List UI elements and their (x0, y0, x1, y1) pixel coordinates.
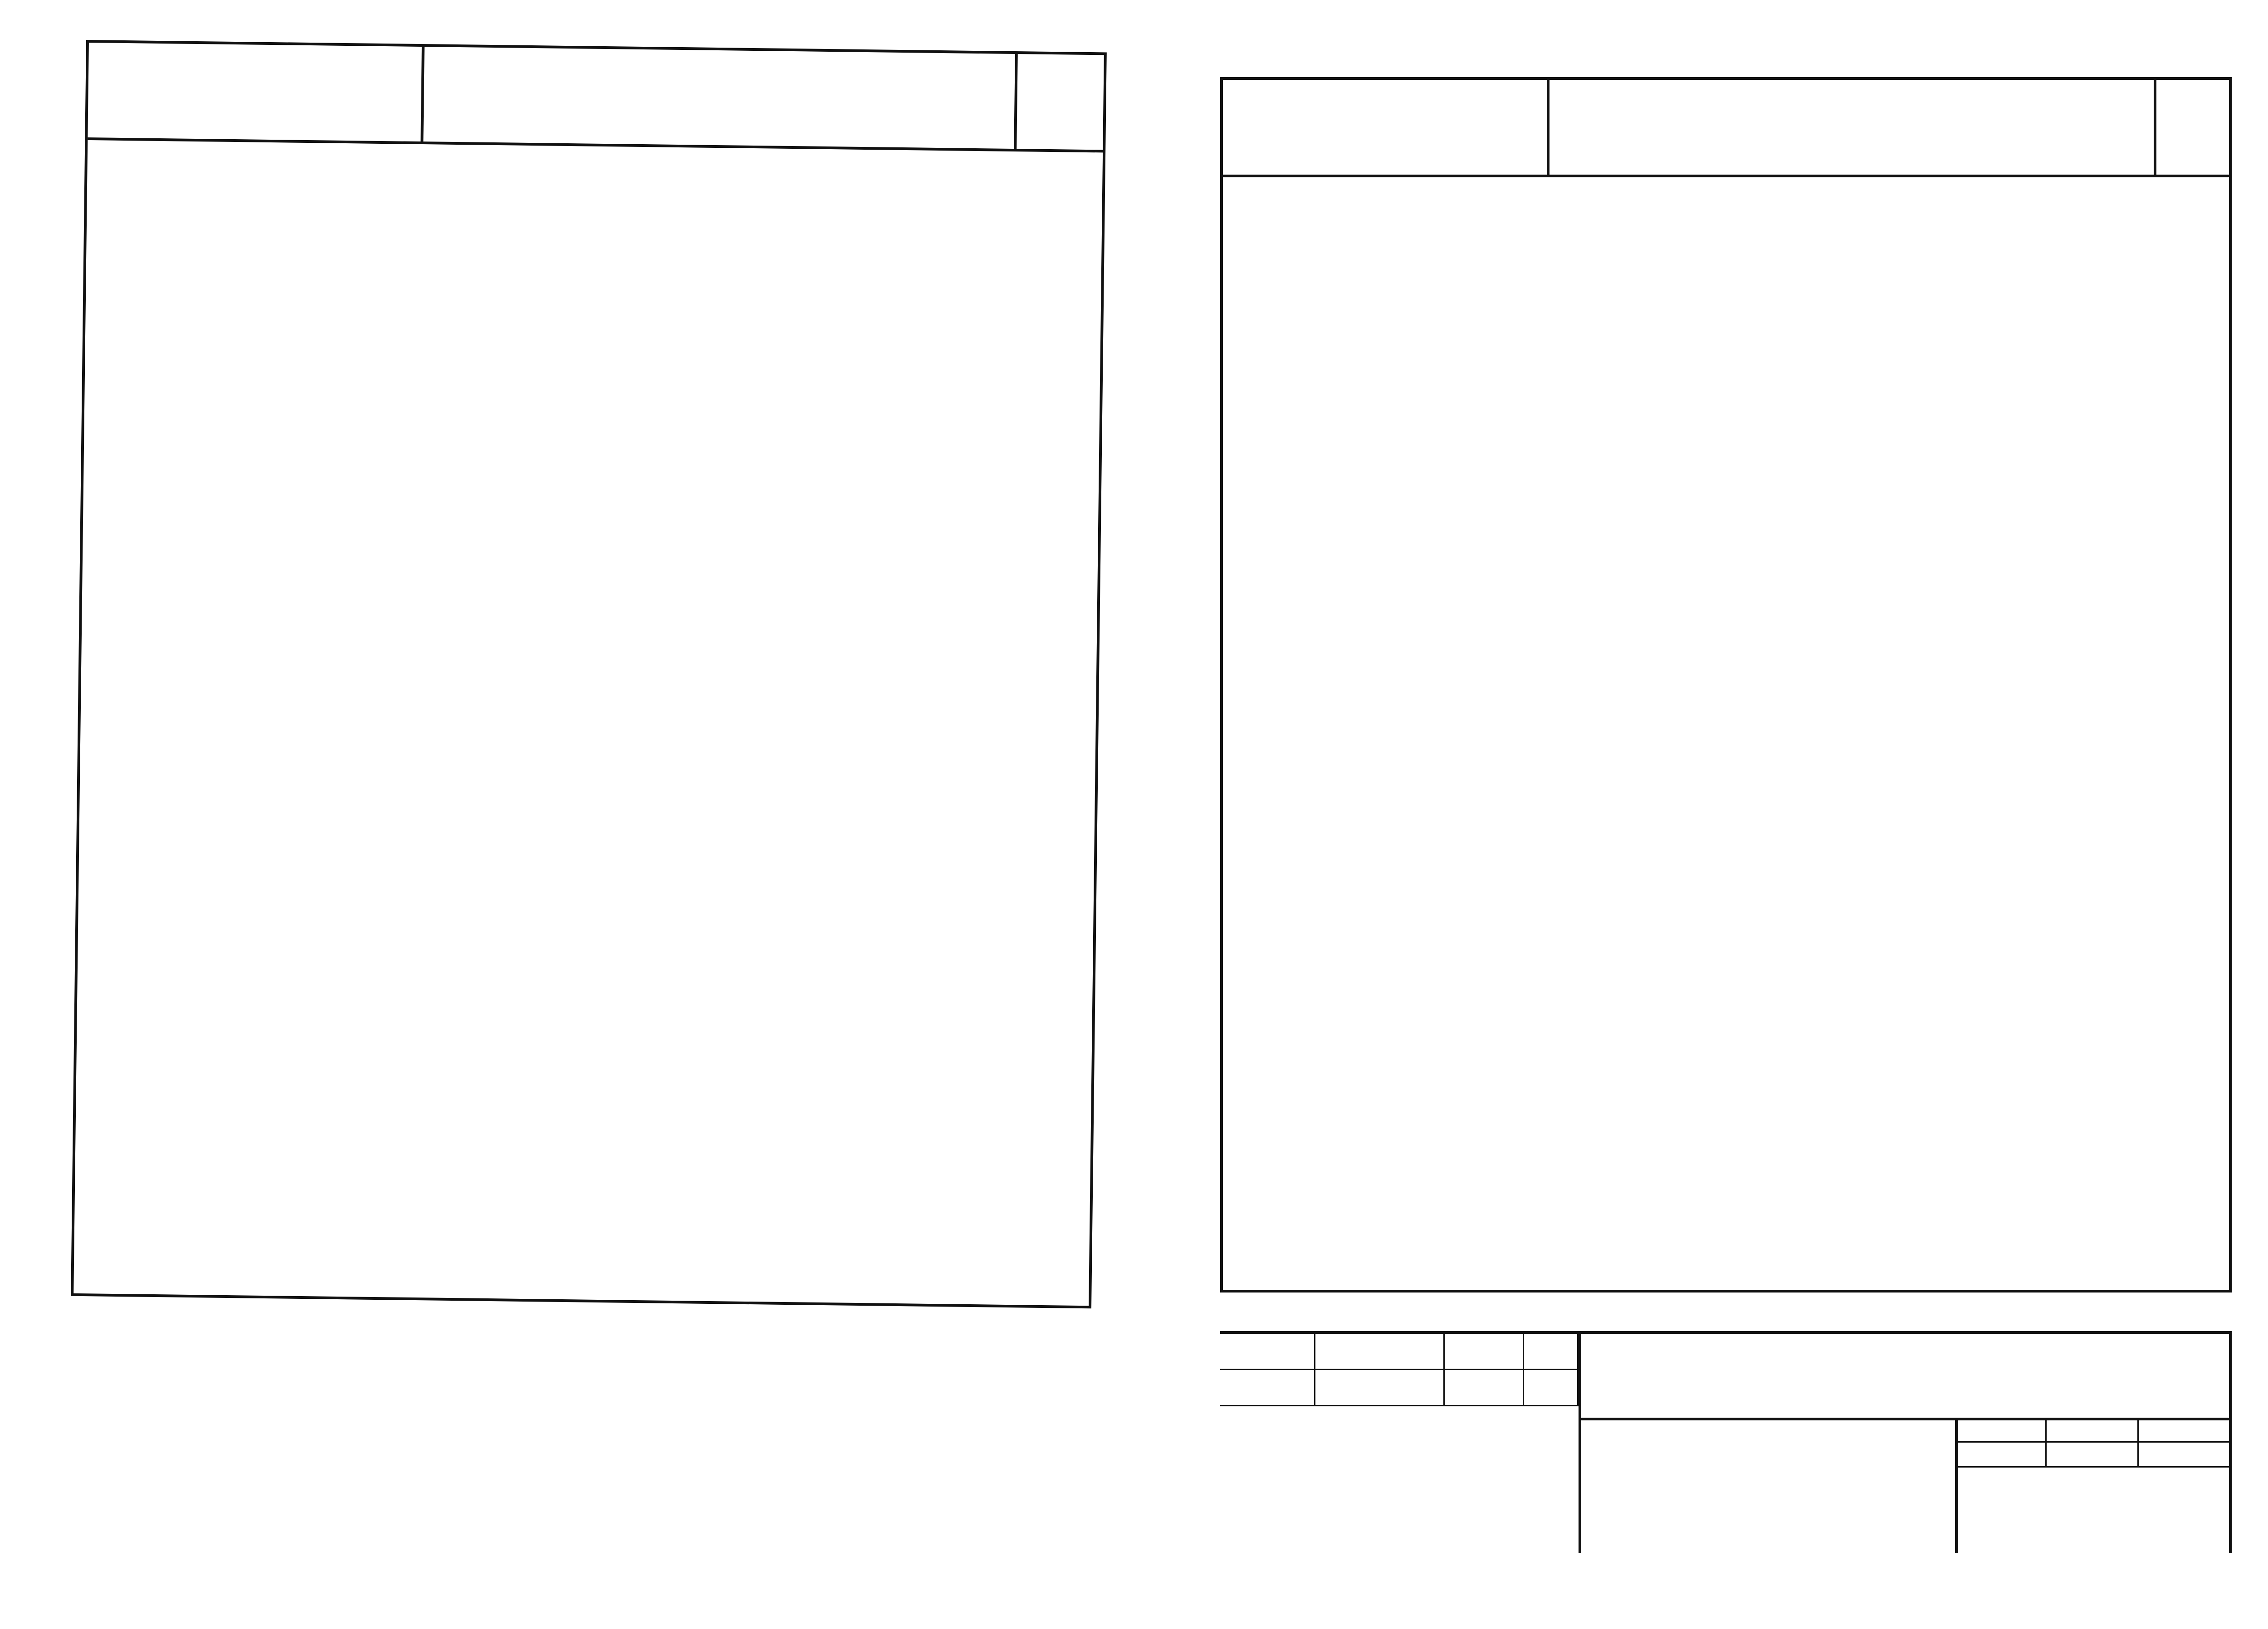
table-header (1223, 80, 2229, 177)
table-header (88, 43, 1104, 152)
stage-value (1955, 1443, 2047, 1466)
header-page (2156, 80, 2229, 175)
contents-table-right (1220, 77, 2232, 1292)
stage-header-row (1955, 1418, 2229, 1443)
signature-row-blank (1220, 1370, 1579, 1406)
signature-row-blank (1220, 1334, 1579, 1370)
divider (1579, 1334, 1581, 1553)
sheet-value (2047, 1443, 2138, 1466)
signature-grid (1220, 1334, 1579, 1556)
stage-value-row (1955, 1443, 2229, 1468)
stage-header (1955, 1418, 2047, 1441)
sheet-header (2047, 1418, 2138, 1441)
sheets-header (2139, 1418, 2229, 1441)
stage-grid (1955, 1418, 2229, 1468)
header-designation (1223, 80, 1549, 175)
sheets-value (2139, 1443, 2229, 1466)
header-designation (88, 43, 424, 141)
title-block (1220, 1331, 2232, 1553)
contents-table-left (71, 40, 1107, 1308)
header-name (423, 47, 1017, 149)
header-name (1549, 80, 2156, 175)
header-page (1017, 54, 1104, 150)
